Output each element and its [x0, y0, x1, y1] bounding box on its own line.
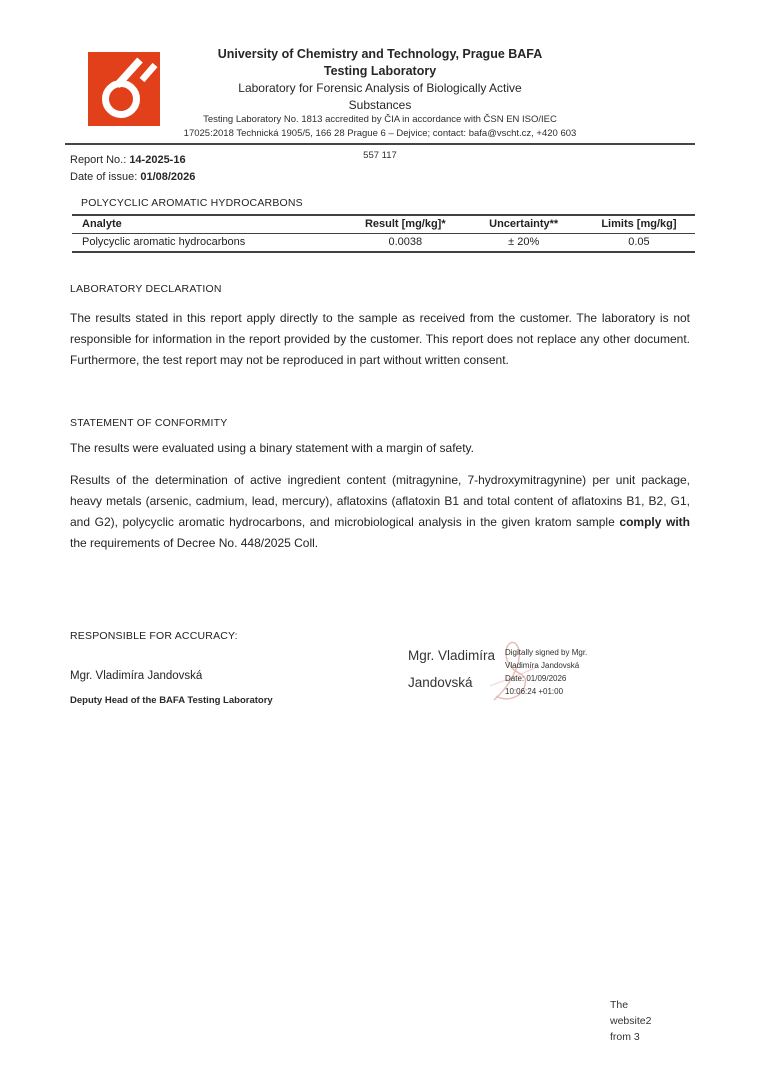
conformity-paragraph [70, 470, 690, 554]
results-section-title: POLYCYCLIC AROMATIC HYDROCARBONS [81, 197, 303, 209]
digital-signature-detail-line2: Vladimíra Jandovská [505, 661, 580, 670]
digital-signature-detail-line4: 10:06:24 +01:00 [505, 687, 564, 696]
report-number-line [70, 152, 195, 169]
declaration-title: LABORATORY DECLARATION [70, 283, 222, 295]
digital-signature-name-line1: Mgr. Vladimíra [408, 648, 496, 663]
col-header-uncertainty: Uncertainty** [464, 215, 582, 234]
cell-result: 0.0038 [388, 236, 423, 248]
cell-limits: 0.05 [628, 236, 650, 248]
col-header-limits: Limits [mg/kg] [583, 215, 695, 234]
digital-signature-detail-line3: Date: 01/09/2026 [505, 674, 567, 683]
contact-phone-continuation: 557 117 [363, 150, 397, 161]
results-table-header-row [72, 215, 695, 234]
conformity-intro: The results were evaluated using a binary statement with a margin of safety. [70, 441, 474, 455]
conformity-text-pre: Results of the determination of active ingredient content (mitragynine, 7-hydroxymitragynine) per unit package, heavy metals (arsenic, cadmium, lead, mercury), aflatoxins (aflatoxin B1 and total content of aflatoxins B1, B2, G1, and G2), polycyclic aromatic hydrocarbons, and microbiological analysis in the given kratom sample [70, 473, 690, 529]
digital-signature-details [505, 646, 615, 698]
responsible-person-role: Deputy Head of the BAFA Testing Laboratory [70, 695, 273, 706]
declaration-paragraph: The results stated in this report apply directly to the sample as received from the customer. The laboratory is not responsible for information in the report provided by the customer. This report does not replace any other document. Furthermore, the test report may not be reproduced in part without written consent. [70, 311, 690, 367]
date-of-issue-line [70, 169, 195, 186]
footer-line1: The [610, 999, 629, 1011]
date-of-issue-label: Date of issue: [70, 171, 141, 183]
responsible-person-name: Mgr. Vladimíra Jandovská [70, 670, 203, 682]
report-number-label: Report No.: [70, 154, 130, 166]
responsible-title: RESPONSIBLE FOR ACCURACY: [70, 630, 238, 642]
report-header [70, 46, 690, 141]
accreditation-line2: 17025:2018 Technická 1905/5, 166 28 Prague 6 – Dejvice; contact: bafa@vscht.cz, +420 603 [183, 128, 577, 139]
header-divider [65, 143, 695, 145]
footer-line2: website2 [610, 1015, 652, 1027]
table-row [72, 234, 695, 253]
cell-analyte: Polycyclic aromatic hydrocarbons [82, 236, 246, 248]
lab-subtitle-line2: Substances [348, 97, 412, 112]
col-header-analyte: Analyte [72, 215, 346, 234]
col-header-result: Result [mg/kg]* [346, 215, 464, 234]
lab-title: Testing Laboratory [323, 64, 437, 78]
digital-signature-name-line2: Jandovská [408, 675, 473, 690]
cell-uncertainty: ± 20% [508, 236, 540, 248]
accreditation-line1: Testing Laboratory No. 1813 accredited by ČIA in accordance with ČSN EN ISO/IEC [203, 114, 557, 125]
conformity-verdict: comply with [619, 515, 690, 529]
report-number-value: 14-2025-16 [129, 154, 186, 166]
results-table [72, 214, 695, 253]
footer-line3: from 3 [610, 1031, 640, 1043]
conformity-title: STATEMENT OF CONFORMITY [70, 417, 228, 429]
conformity-text-post: the requirements of Decree No. 448/2025 Coll. [70, 536, 319, 550]
date-of-issue-value: 01/08/2026 [140, 171, 196, 183]
org-title: University of Chemistry and Technology, Prague BAFA [217, 47, 543, 61]
digital-signature-detail-line1: Digitally signed by Mgr. [505, 648, 588, 657]
lab-subtitle-line1: Laboratory for Forensic Analysis of Biologically Active [238, 81, 522, 95]
report-meta [70, 152, 195, 186]
page-footer [610, 997, 651, 1045]
